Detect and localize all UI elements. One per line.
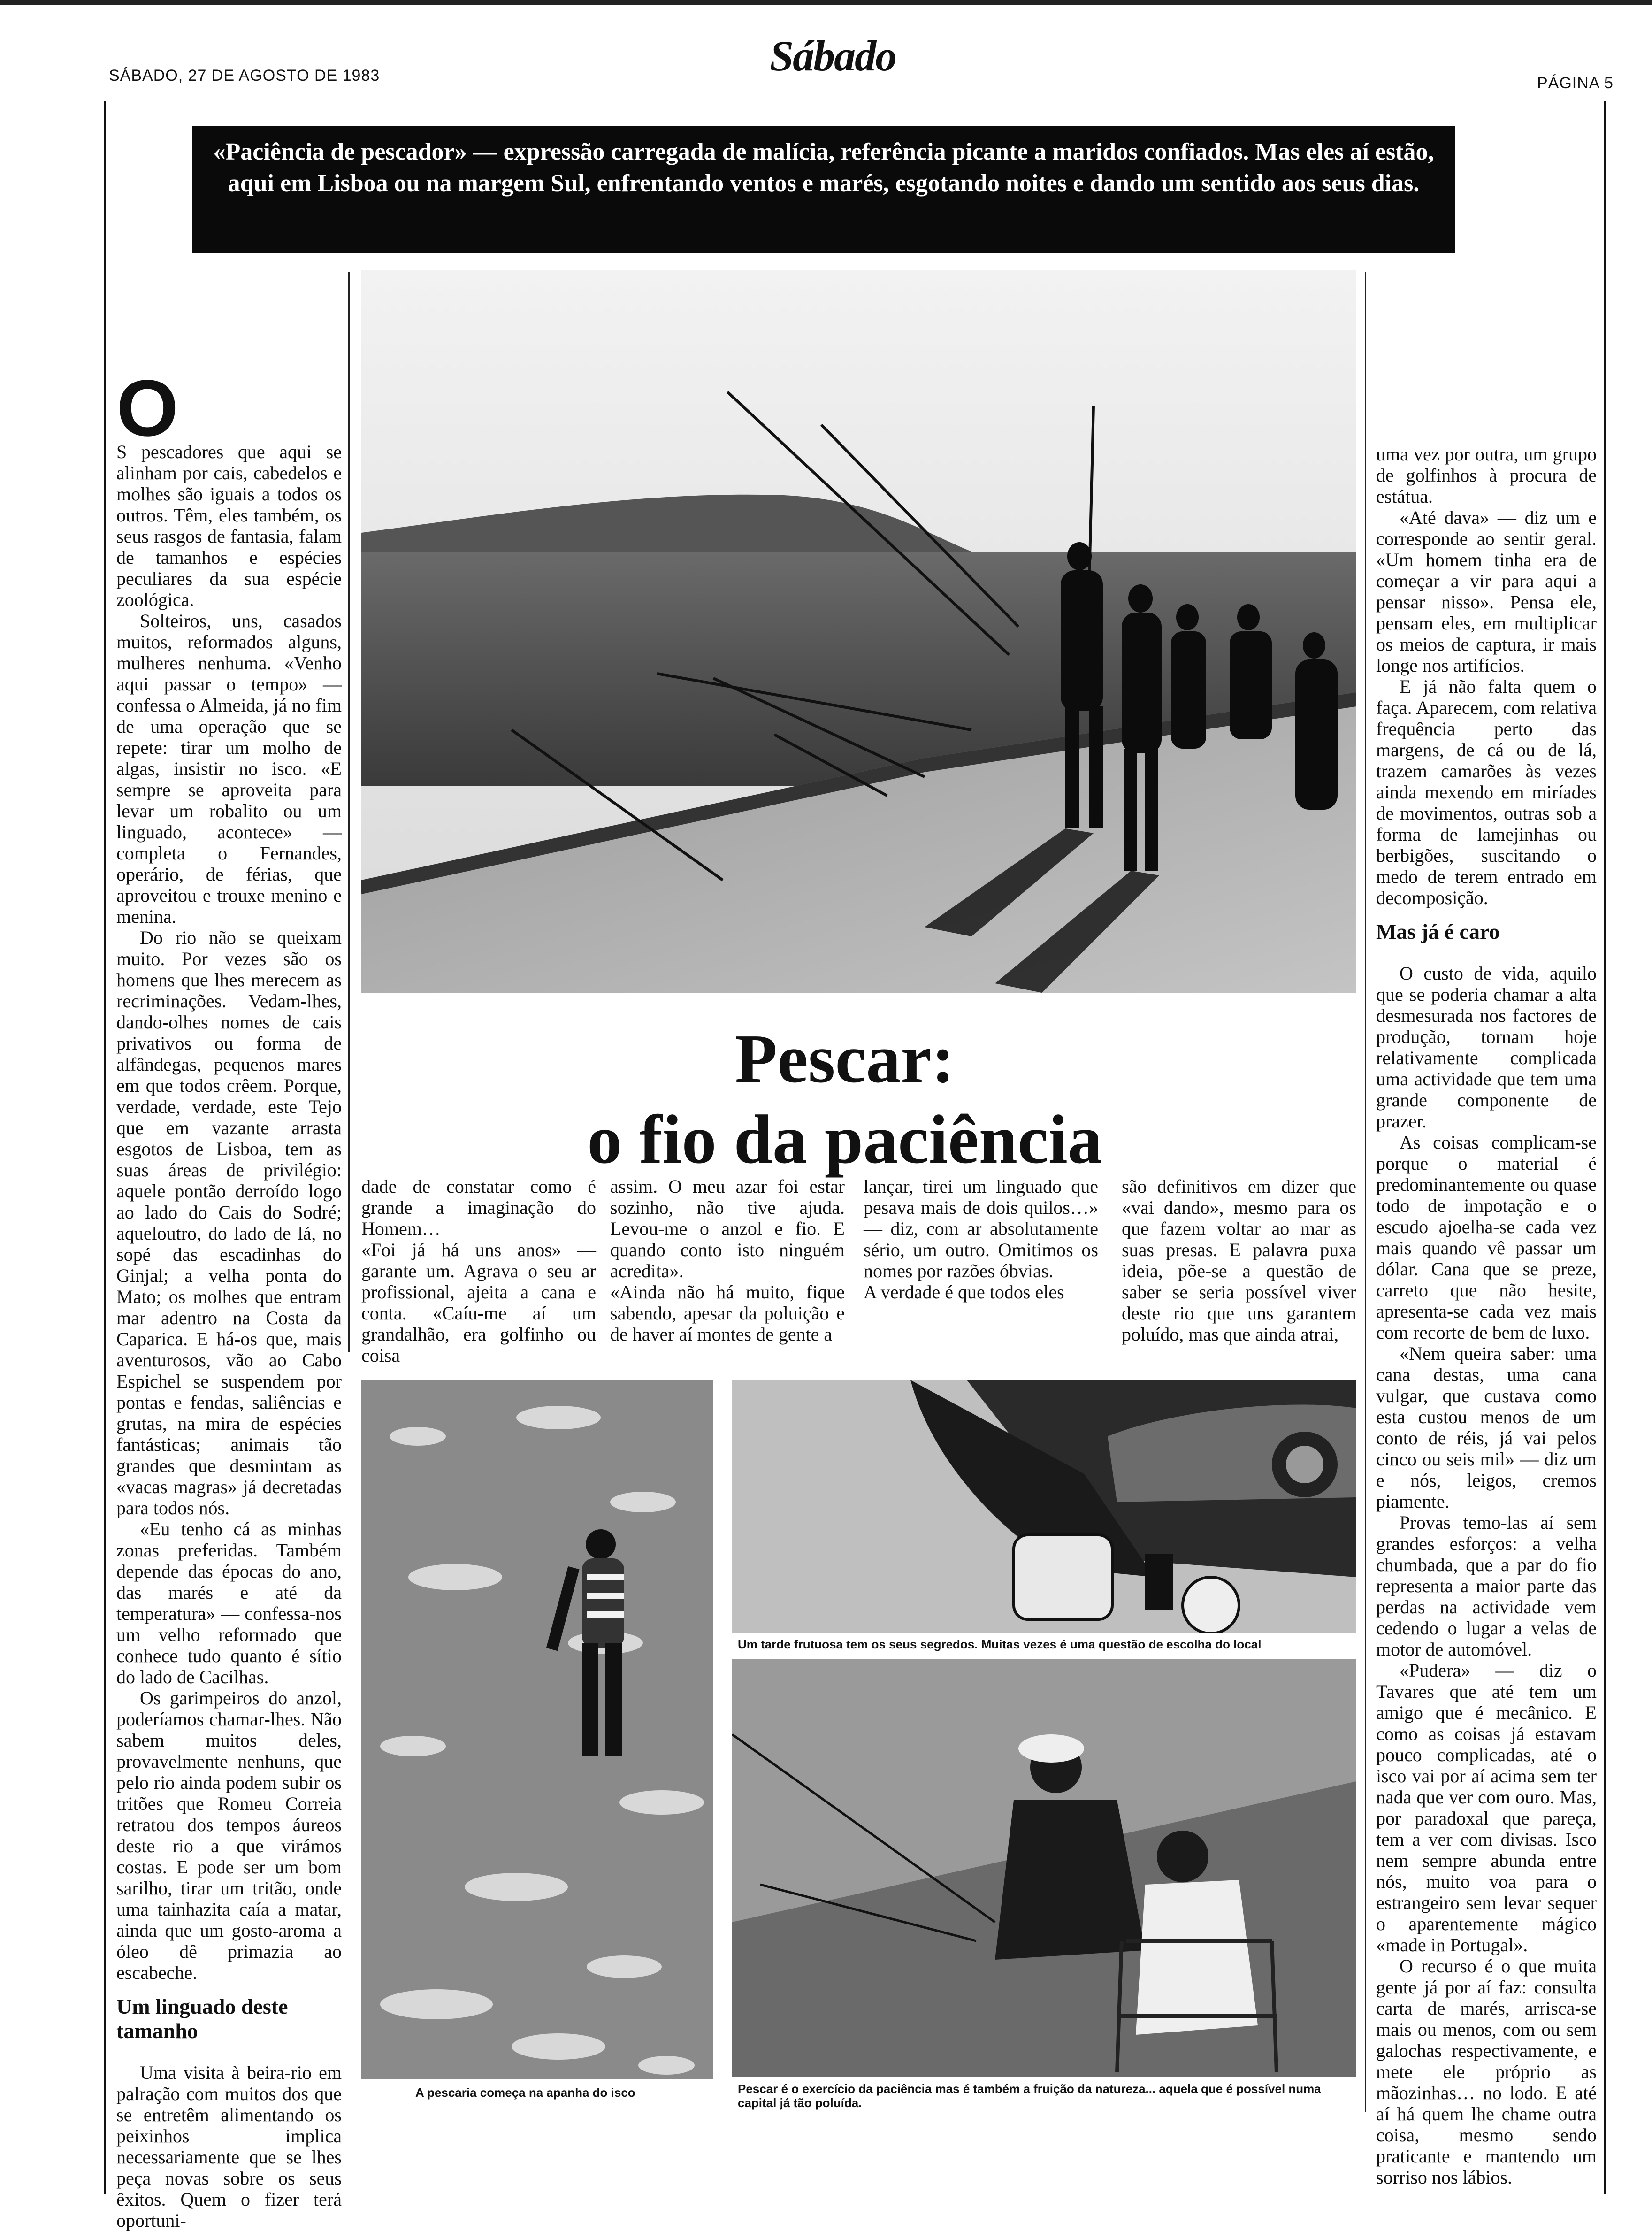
caption-bait: A pescaria começa na apanha do isco: [415, 2085, 635, 2100]
column-3: assim. O meu azar foi estar sozinho, não tive ajuda. Levou-me o anzol e fio. E quando conto isto ninguém acredita». «Ainda não há muito, fique sabendo, apesar da poluição e de haver aí montes de gente a: [610, 1176, 845, 1345]
paragraph: Solteiros, uns, casados muitos, reformados alguns, mulheres nenhuma. «Venho aqui passar o tempo» — confessa o Almeida, já no fim de uma operação que se repete: tirar um molho de algas, insistir no isco. «E sempre se aproveita para levar um robalito ou um linguado, acontece» — completa o Fernandes, operário, de férias, que aproveitou e trouxe menino e menina.: [116, 610, 342, 927]
paragraph: Provas temo-las aí sem grandes esforços: a velha chumbada, que a par do fio representa a maior parte das perdas na actividade vem cedendo o lugar a velas de motor de automóvel.: [1376, 1512, 1597, 1660]
paragraph: E já não falta quem o faça. Aparecem, com relativa frequência perto das margens, de cá ou de lá, trazem camarões às vezes ainda mexendo em miríades de movimentos, outras sob a forma de lamejinhas ou berbigões, suscitando o medo de terem entrado em decomposição.: [1376, 676, 1597, 908]
lead-box: «Paciência de pescador» — expressão carregada de malícia, referência picante a maridos confiados. Mas eles aí estão, aqui em Lisboa ou na margem Sul, enfrentando ventos e marés, esgotando noites e dando um sentido aos seus dias.: [192, 126, 1455, 253]
subheading: Mas já é caro: [1376, 920, 1500, 943]
paragraph: «Eu tenho cá as minhas zonas preferidas. Também depende das épocas do ano, das marés e até da temperatura» — confessa-nos um velho reformado que conhece tudo quanto é sítio do lado de Cacilhas.: [116, 1518, 342, 1687]
title-line-2: o fio da paciência: [587, 1101, 1102, 1178]
paragraph: «Pudera» — diz o Tavares que até tem um amigo que é mecânico. E como as coisas já estavam pouco complicadas, até o isco vai por aí acima sem ter nada que ver com ouro. Mas, por paradoxal que pareça, tem a ver com divisas. Isco nem sempre abunda entre nós, muito voa para o estrangeiro sem levar sequer o aparentemente mágico «made in Portugal».: [1376, 1660, 1597, 1955]
column-5: são definitivos em dizer que «vai dando», mesmo para os que fazem voltar ao mar as suas presas. E palavra puxa ideia, põe-se a questão de saber se seria possível viver deste rio que uns garantem poluído, mas que ainda atrai,: [1122, 1176, 1356, 1345]
paragraph: As coisas complicam-se porque o material é predominantemente ou quase todo de impotação e o escudo ajoelha-se cada vez mais quando vê passar um dólar. Cana que se preze, carreto que não hesite, apresenta-se cada vez mais com recorte de bem de luxo.: [1376, 1132, 1597, 1343]
caption-car: Um tarde frutuosa tem os seus segredos. Muitas vezes é uma questão de escolha do local: [738, 1637, 1262, 1651]
photo-chair-fishermen: [732, 1659, 1356, 2077]
page-number: PÁGINA 5: [1537, 74, 1614, 92]
photo-car-fishermen: [732, 1380, 1356, 1633]
paragraph: Do rio não se queixam muito. Por vezes são os homens que lhes merecem as recriminações. Vedam-lhes, dando-olhes nomes de cais privativos ou forma de alfândegas, pequenos mares em que todos crêem. Porque, verdade, verdade, este Tejo que em vazante arrasta esgotos de Lisboa, tem as suas áreas de privilégio: aquele pontão derroído logo ao lado do Cais do Sodré; aqueloutro, do lado de lá, no sopé das escadinhas do Ginjal; a velha ponta do Mato; os molhes que entram mar adentro na Costa da Caparica. E há-os que, mais aventurosos, vão ao Cabo Espichel se suspendem por pontas e fendas, saliências e grutas, na mira de espécies fantásticas; animais tão grandes que desmintam as «vacas magras» já decretadas para todos nós.: [116, 927, 342, 1518]
subheading: Um linguado deste tamanho: [116, 1994, 288, 2043]
column-4: lançar, tirei um linguado que pesava mais de dois quilos…» — diz, com ar absolutamente sério, um outro. Omitimos os nomes por razões óbvias. A verdade é que todos eles: [864, 1176, 1098, 1303]
paragraph: «Até dava» — diz um e corresponde ao sentir geral. «Um homem tinha era de começar a vir para aqui a pensar nisso». Pensa ele, pensam eles, em multiplicar os meios de captura, ir mais longe nos artifícios.: [1376, 507, 1597, 676]
column-rule: [348, 272, 350, 1352]
column-rule: [1365, 1352, 1366, 2112]
column-6: [1376, 444, 1597, 2188]
photo-bait-collecting: [361, 1380, 713, 2079]
title-line-1: Pescar:: [734, 1020, 955, 1097]
caption-chairs: Pescar é o exercício da paciência mas é também a fruição da natureza... aquela que é possível numa capital já tão poluída.: [738, 2082, 1321, 2110]
drop-cap: O: [116, 364, 179, 453]
issue-date: SÁBADO, 27 DE AGOSTO DE 1983: [109, 67, 380, 84]
paragraph: S pescadores que aqui se alinham por cais, cabedelos e molhes são iguais a todos os outros. Têm, eles também, os seus rasgos de fantasia, falam de tamanhos e espécies peculiares da sua espécie zoológica.: [116, 441, 342, 610]
paragraph: O custo de vida, aquilo que se poderia chamar a alta desmesurada nos factores de produção, tornam hoje relativamente complicada uma actividade que tem uma grande componente de prazer.: [1376, 963, 1597, 1132]
paragraph: Os garimpeiros do anzol, poderíamos chamar-lhes. Não sabem muitos deles, provavelmente nenhuns, que pelo rio ainda podem subir os tritões que Romeu Correia retratou dos tempos áureos deste rio a que virámos costas. E pode ser um bom sarilho, tirar um tritão, onde uma tainhazita caía a matar, ainda que um gosto-aroma a óleo dê primazia ao escabeche.: [116, 1687, 342, 1983]
column-2: dade de constatar como é grande a imaginação do Homem… «Foi já há uns anos» — garante um. Agrava o seu ar profissional, ajeita a cana e conta. «Caíu-me aí um grandalhão, era golfinho ou coisa: [361, 1176, 596, 1366]
top-rule: [0, 0, 1652, 5]
photo-pier-fishermen: [361, 270, 1356, 993]
paragraph: uma vez por outra, um grupo de golfinhos à procura de estátua.: [1376, 444, 1597, 507]
left-rule: [104, 101, 106, 2194]
column-1: [116, 364, 342, 2231]
paragraph: «Nem queira saber: uma cana destas, uma cana vulgar, que custava como esta custou menos de um conto de réis, já vai pelos cinco ou seis mil» — diz um e nós, leigos, cremos piamente.: [1376, 1343, 1597, 1512]
right-rule: [1604, 101, 1606, 2194]
masthead-logo: Sábado: [770, 32, 896, 80]
paragraph: O recurso é o que muita gente já por aí faz: consulta carta de marés, arrisca-se mais ou menos, com ou sem galochas respectivamente, e mete ele próprio as mãozinhas… no lodo. E até aí há quem lhe chame outra coisa, mesmo sendo praticante e mantendo um sorriso nos lábios.: [1376, 1955, 1597, 2188]
paragraph: Uma visita à beira-rio em palração com muitos dos que se entretêm alimentando os peixinhos implica necessariamente que se lhes peça novas sobre os seus êxitos. Quem o fizer terá oportuni-: [116, 2062, 342, 2231]
article-title: [563, 1019, 1126, 1180]
column-rule: [1365, 272, 1366, 1352]
